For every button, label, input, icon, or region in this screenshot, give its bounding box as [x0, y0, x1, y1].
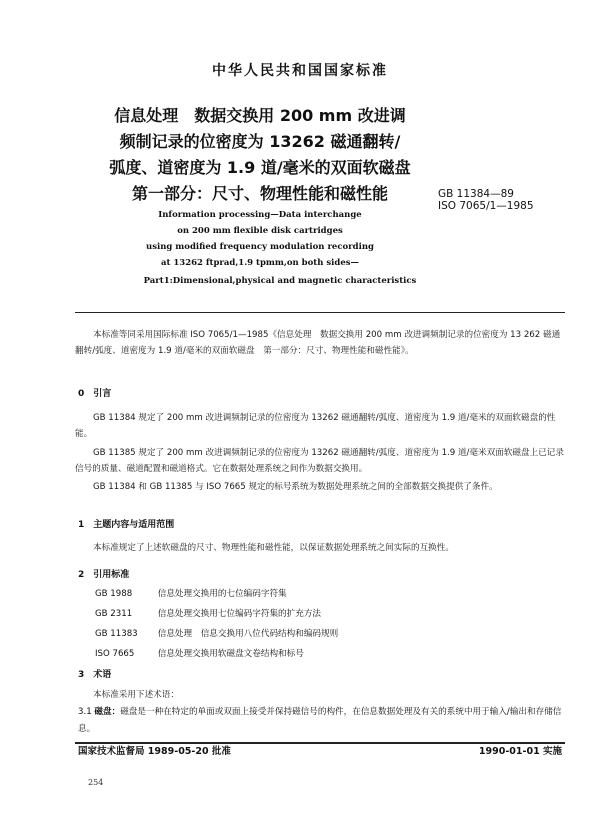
title-en-line-4: at 13262 ftprad,1.9 tpmm,on both sides— [160, 258, 360, 268]
iso-number: ISO 7065/1—1985 [438, 200, 534, 212]
section-3-intro: 本标准采用下述术语： [93, 690, 179, 700]
section-0-heading: 0 引言 [78, 389, 112, 399]
title-cn-line-2: 频制记录的位密度为 13262 磁通翻转/ [119, 132, 401, 151]
title-en-line-1: Information processing—Data interchange [158, 210, 362, 220]
reference-code: GB 1988 [95, 589, 133, 599]
title-en-line-2: on 200 mm flexible disk cartridges [177, 226, 343, 236]
section-0-paragraph-2: GB 11385 规定了 200 mm 改进调频制记录的位密度为 13262 磁通翻转/弧度、道密度为 1.9 道/毫米双面软磁盘上已记录信号的质量、磁道配置和磁道格式。它在数据处理系统之间作为数据交换用。 [75, 448, 564, 474]
reference-item [95, 624, 338, 644]
reference-list [95, 584, 338, 664]
section-2-heading: 2 引用标准 [78, 570, 130, 580]
title-cn-line-1: 信息处理 数据交换用 200 mm 改进调 [114, 106, 406, 125]
reference-title: 信息处理 信息交换用八位代码结构和编码规则 [157, 629, 339, 639]
reference-code: GB 11383 [95, 629, 138, 639]
section-1-paragraph: 本标准规定了上述软磁盘的尺寸、物理性能和磁性能，以保证数据处理系统之间实际的互换性。 [93, 543, 454, 553]
issuing-nation: 中华人民共和国国家标准 [212, 63, 388, 79]
reference-item [95, 644, 338, 664]
definition-term: 磁盘： [94, 707, 121, 717]
reference-code: ISO 7665 [95, 649, 135, 659]
definition-number: 3.1 [78, 707, 92, 717]
header-divider [75, 312, 565, 313]
title-en-line-3: using modified frequency modulation recording [146, 242, 374, 252]
title-cn-line-4: 第一部分：尺寸、物理性能和磁性能 [131, 184, 388, 203]
definition-text: 磁盘是一种在特定的单面或双面上接受并保持磁信号的构件，在信息数据处理及有关的系统中用于输入/输出和存储信息。 [78, 707, 562, 734]
approval-date: 国家技术监督局 1989-05-20 批准 [78, 746, 231, 757]
section-0-paragraph-1: GB 11384 规定了 200 mm 改进调频制记录的位密度为 13262 磁通翻转/弧度、道密度为 1.9 道/毫米的双面软磁盘的性能。 [75, 413, 556, 439]
intro-paragraph: 本标准等同采用国际标准 ISO 7065/1—1985《信息处理 数据交换用 200 mm 改进调频制记录的位密度为 13 262 磁通翻转/弧度、道密度为 1.9 道/毫米的双面软磁盘 第一部分：尺寸、物理性能和磁性能》。 [75, 330, 561, 356]
standard-number: GB 11384—89 [438, 188, 514, 200]
definition-3-1 [78, 704, 565, 738]
reference-item [95, 604, 338, 624]
section-3-heading: 3 术语 [78, 670, 112, 680]
reference-title: 信息处理交换用的七位编码字符集 [157, 589, 287, 599]
reference-code: GB 2311 [95, 609, 133, 619]
page-number: 254 [88, 778, 104, 787]
reference-item [95, 584, 338, 604]
reference-title: 信息处理交换用软磁盘文卷结构和标号 [157, 649, 304, 659]
title-en-line-5: Part1:Dimensional,physical and magnetic characteristics [143, 276, 417, 286]
effective-date: 1990-01-01 实施 [478, 746, 562, 757]
title-cn-line-3: 弧度、道密度为 1.9 道/毫米的双面软磁盘 [109, 158, 411, 177]
section-0-paragraph-3: GB 11384 和 GB 11385 与 ISO 7665 规定的标号系统为数据处理系统之间的全部数据交换提供了条件。 [93, 482, 498, 492]
section-1-heading: 1 主题内容与适用范围 [78, 520, 175, 530]
reference-title: 信息处理交换用七位编码字符集的扩充方法 [157, 609, 322, 619]
